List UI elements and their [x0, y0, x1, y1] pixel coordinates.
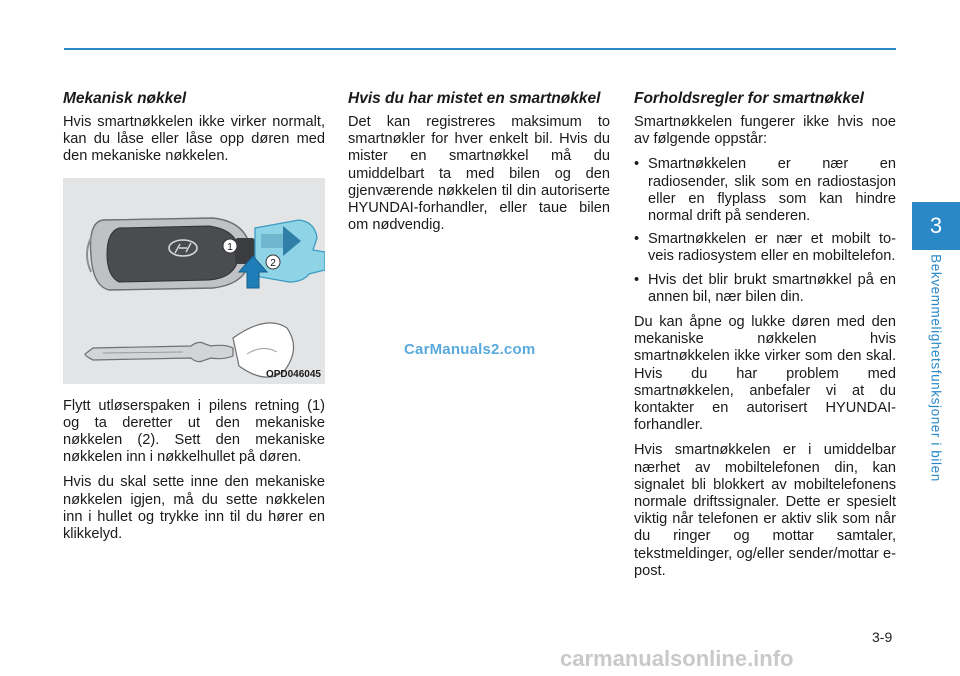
figure-code: OPD046045	[265, 368, 321, 380]
callout-2: 2	[270, 257, 276, 269]
page-number: 3-9	[872, 629, 893, 645]
key-illustration	[63, 178, 325, 384]
column-middle	[348, 90, 610, 242]
column-left	[63, 90, 325, 551]
mechanical-key-highlight	[255, 220, 325, 282]
paragraph: Du kan åpne og lukke døren med den mekaniske nøkkelen hvis smartnøkkelen ikke virker som den skal. Hvis du har problem med smartnøkkelen, anbefaler vi at du kontakter en autorisert HYUNDAI-forhandler.	[634, 314, 896, 434]
section-heading-lost-key: Hvis du har mistet en smartnøkkel	[348, 90, 601, 107]
column-right	[634, 90, 896, 588]
smart-key-diagram	[63, 178, 325, 384]
footer-watermark: carmanualsonline.info	[560, 646, 794, 671]
chapter-title: Bekvemmelighetsfunksjoner i bilen	[928, 254, 944, 482]
watermark-link[interactable]: CarManuals2.com	[404, 341, 536, 358]
paragraph: Hvis smartnøkkelen ikke virker normalt, kan du låse eller låse opp døren med den mekaniske nøkkelen.	[63, 114, 325, 165]
section-heading-mechanical-key: Mekanisk nøkkel	[63, 90, 187, 107]
paragraph: Flytt utløserspaken i pilens retning (1) og ta deretter ut den mekaniske nøkkelen (2). Sett den mekaniske nøkkelen inn i nøkkelhullet på døren.	[63, 397, 325, 466]
precautions-list	[634, 156, 896, 306]
paragraph: Hvis smartnøkkelen er i umiddelbar nærhet av mobiltelefonen din, kan signalet bli blokkert av mobiltelefonens normale driftssignaler. Dette er spesielt viktig når telefonen er aktiv slik som når du ringer og mottar samtaler, tekstmeldinger, og/eller sender/mottar e-post.	[634, 442, 896, 579]
paragraph: Det kan registreres maksimum to smartnøkler for hver enkelt bil. Hvis du mister en smartnøkkel må du umiddelbart ta med bilen og den gjenværende nøkkelen til din autoriserte HYUNDAI-forhandler, eller taue bilen om nødvendig.	[348, 114, 610, 234]
section-heading-precautions: Forholdsregler for smartnøkkel	[634, 90, 864, 107]
paragraph: Hvis du skal sette inne den mekaniske nøkkelen igjen, må du sette nøkkelen inn i hullet og trykke inn til du hører en klikkelyd.	[63, 474, 325, 543]
list-item: • Smartnøkkelen er nær en radiosender, slik som en radiostasjon eller en flyplass som kan hindre normal drift på senderen.	[634, 156, 896, 225]
top-rule	[64, 48, 896, 50]
callout-1: 1	[227, 241, 233, 253]
list-item: • Hvis det blir brukt smartnøkkel på en annen bil, nær bilen din.	[634, 272, 896, 306]
paragraph: Smartnøkkelen fungerer ikke hvis noe av følgende oppstår:	[634, 114, 896, 148]
chapter-tab: 3	[912, 202, 960, 250]
list-item: • Smartnøkkelen er nær et mobilt to-veis radiosystem eller en mobiltelefon.	[634, 231, 896, 265]
